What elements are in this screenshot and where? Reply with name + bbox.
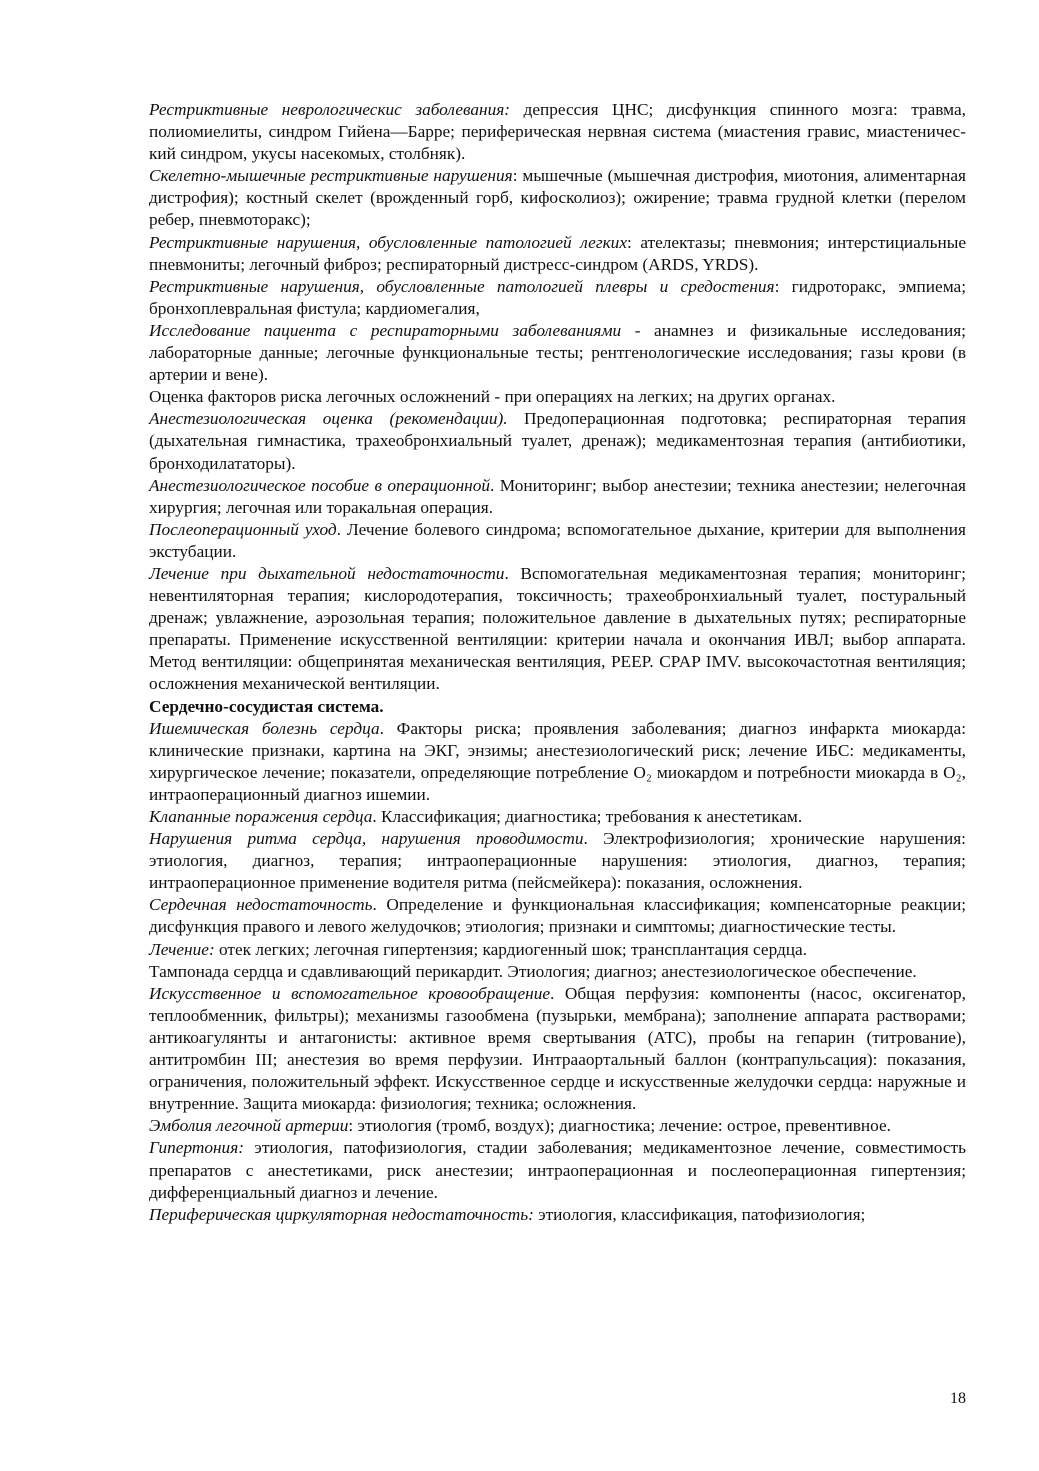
document-page: [149, 99, 966, 1226]
paragraph-lead: Ишемическая болезнь сердца: [149, 718, 380, 738]
paragraph-lead: Искусственное и вспомогательное кровообращение: [149, 983, 551, 1003]
paragraph-lead: Лечение при дыхательной недостаточности: [149, 563, 505, 583]
paragraph-text: : ателектазы; пневмония; интерстициальные пневмониты; легочный фиброз; респираторный дистресс-синдром (ARDS, YRDS).: [149, 232, 966, 274]
paragraph-text: : гидроторакс, эмпиема; бронхоплевральная фистула; кардиомегалия,: [149, 276, 966, 318]
paragraph: [149, 983, 966, 1116]
paragraph-text: депрессия ЦНС; дисфункция спинного мозга: травма, полиомиелиты, синдром Гийена—Барре; периферическая нервная система (миастения гравис, миастеничес-кий синдром, укусы насекомых, столбняк).: [149, 100, 966, 164]
paragraph: [149, 1204, 966, 1226]
paragraph: [149, 320, 966, 386]
paragraph: [149, 806, 966, 828]
paragraph-text: - анамнез и физикальные исследования; лабораторные данные; легочные функциональные тесты; рентгенологические исследования; газы крови (в артерии и вене).: [149, 320, 966, 385]
paragraph: [149, 894, 966, 938]
paragraph-text: . Общая перфузия: компоненты (насос, оксигенатор, теплообменник, фильтры); механизмы газообмена (пузырьки, мембрана); заполнение аппарата растворами; антикоагулянты и антагонисты: активное время свертывания (АТС), пробы на гепарин (титрование), антитромбин III; анестезия во время перфузии. Интрааортальный баллон (контрапульсация): показания, ограничения, положительный эффект. Искусственное сердце и искусственные желудочки сердца: наружные и внутренние. Защита миокарда: физиология; техника; осложнения.: [149, 983, 966, 1114]
paragraph-lead: Рестриктивные неврологическис заболевания:: [149, 100, 511, 119]
paragraph-text: : этиология (тромб, воздух); диагностика; лечение: острое, превентивное.: [348, 1116, 891, 1136]
paragraph-lead: Скелетно-мышечные рестриктивные нарушения: [149, 166, 513, 186]
paragraph-lead: Периферическая циркуляторная недостаточность:: [149, 1204, 534, 1224]
paragraph-lead: Анестезиологическая оценка (рекомендации).: [149, 409, 508, 429]
paragraph-lead: Гипертония:: [149, 1138, 244, 1158]
paragraph: [149, 99, 966, 165]
paragraph-lead: Нарушения ритма сердца, нарушения проводимости: [149, 829, 584, 849]
paragraph-lead: Послеоперационный уход: [149, 519, 337, 539]
paragraph-lead: Эмболия легочной артерии: [149, 1116, 349, 1136]
paragraph-lead: Лечение:: [149, 939, 215, 959]
paragraph: [149, 939, 966, 961]
page-number: 18: [950, 1390, 966, 1407]
paragraph-text: . Лечение болевого синдрома; вспомогательное дыхание, критерии для выполнения экстубации.: [149, 519, 966, 561]
paragraph-text: отек легких; легочная гипертензия; кардиогенный шок; трансплантация сердца.: [214, 939, 808, 959]
paragraph-text: Оценка факторов риска легочных осложнений - при операциях на легких; на других органах.: [149, 387, 836, 407]
section-heading: Сердечно-сосудистая система.: [149, 696, 384, 716]
paragraph-lead: Исследование пациента с респираторными заболеваниями: [149, 320, 622, 340]
paragraph-text: этиология, патофизиология, стадии заболевания; медикаментозное лечение, совместимость препаратов с анестетиками, риск анестезии; интраоперационная и послеоперационная гипертензия; дифференциальный диагноз и лечение.: [149, 1138, 966, 1202]
paragraph: [149, 519, 966, 563]
paragraph: [149, 165, 966, 231]
paragraph-text: . Классификация; диагностика; требования к анестетикам.: [372, 807, 803, 826]
paragraph-lead: Анестезиологическое пособие в операционной: [149, 475, 490, 495]
paragraph: [149, 475, 966, 519]
paragraph-text: этиология, классификация, патофизиология;: [533, 1204, 866, 1224]
paragraph-text: : мышечные (мышечная дистрофия, миотония, алиментарная дистрофия); костный скелет (врожденный горб, кифосколиоз); ожирение; травма грудной клетки (перелом ребер, пневмоторакс);: [149, 166, 966, 230]
paragraph-text: . Факторы риска; проявления заболевания; диагноз инфаркта миокарда: клинические признаки, картина на ЭКГ, энзимы; анестезиологический риск; лечение ИБС: медикаменты, хирургическое лечение; показатели, определяющие потребление О₂ миокардом и потребности миокарда в О₂, интраоперационный диагноз ишемии.: [149, 718, 967, 804]
paragraph: [149, 232, 966, 276]
paragraph: [149, 961, 966, 983]
paragraph-text: Предоперационная подготовка; респираторная терапия (дыхательная гимнастика, трахеобронхиальный туалет, дренаж); медикаментозная терапия (антибиотики, бронходилататоры).: [149, 409, 966, 473]
paragraph: [149, 386, 966, 408]
paragraph: [149, 1137, 966, 1203]
paragraph: [149, 563, 966, 696]
paragraph: [149, 1115, 966, 1137]
paragraph-text: Тампонада сердца и сдавливающий перикардит. Этиология; диагноз; анестезиологическое обеспечение.: [149, 961, 917, 981]
paragraph-lead: Рестриктивные нарушения, обусловленные патологией легких: [149, 232, 627, 252]
paragraph: [149, 718, 966, 806]
paragraph-text: . Мониторинг; выбор анестезии; техника анестезии; нелегочная хирургия; легочная или торакальная операция.: [149, 475, 966, 517]
paragraph-lead: Рестриктивные нарушения, обусловленные патологией плевры и средостения: [149, 276, 775, 296]
paragraph-lead: Клапанные поражения сердца: [149, 807, 373, 826]
paragraph: [149, 408, 966, 474]
paragraph-text: . Вспомогательная медикаментозная терапия; мониторинг; невентиляторная терапия; кислородотерапия, токсичность; трахеобронхиальный туалет, постуральный дренаж; увлажнение, аэрозольная терапия; положительное давление в дыхательных путях; респираторные препараты. Применение искусственной вентиляции: критерии начала и окончания ИВЛ; выбор аппарата. Метод вентиляции: общепринятая механическая вентиляция, PEEP. CPAP IMV. высокочастотная вентиляция; осложнения механической вентиляции.: [149, 563, 966, 694]
paragraph: [149, 276, 966, 320]
paragraph-lead: Сердечная недостаточность: [149, 895, 373, 915]
paragraph-text: . Электрофизиология; хронические нарушения: этиология, диагноз, терапия; интраоперационные нарушения: этиология, диагноз, терапия; интраоперационное применение водителя ритма (пейсмейкера): показания, осложнения.: [149, 829, 966, 893]
paragraph: [149, 828, 966, 894]
paragraph-text: . Определение и функциональная классификация; компенсаторные реакции; дисфункция правого и левого желудочков; этиология; признаки и симптомы; диагностические тесты.: [149, 895, 966, 937]
